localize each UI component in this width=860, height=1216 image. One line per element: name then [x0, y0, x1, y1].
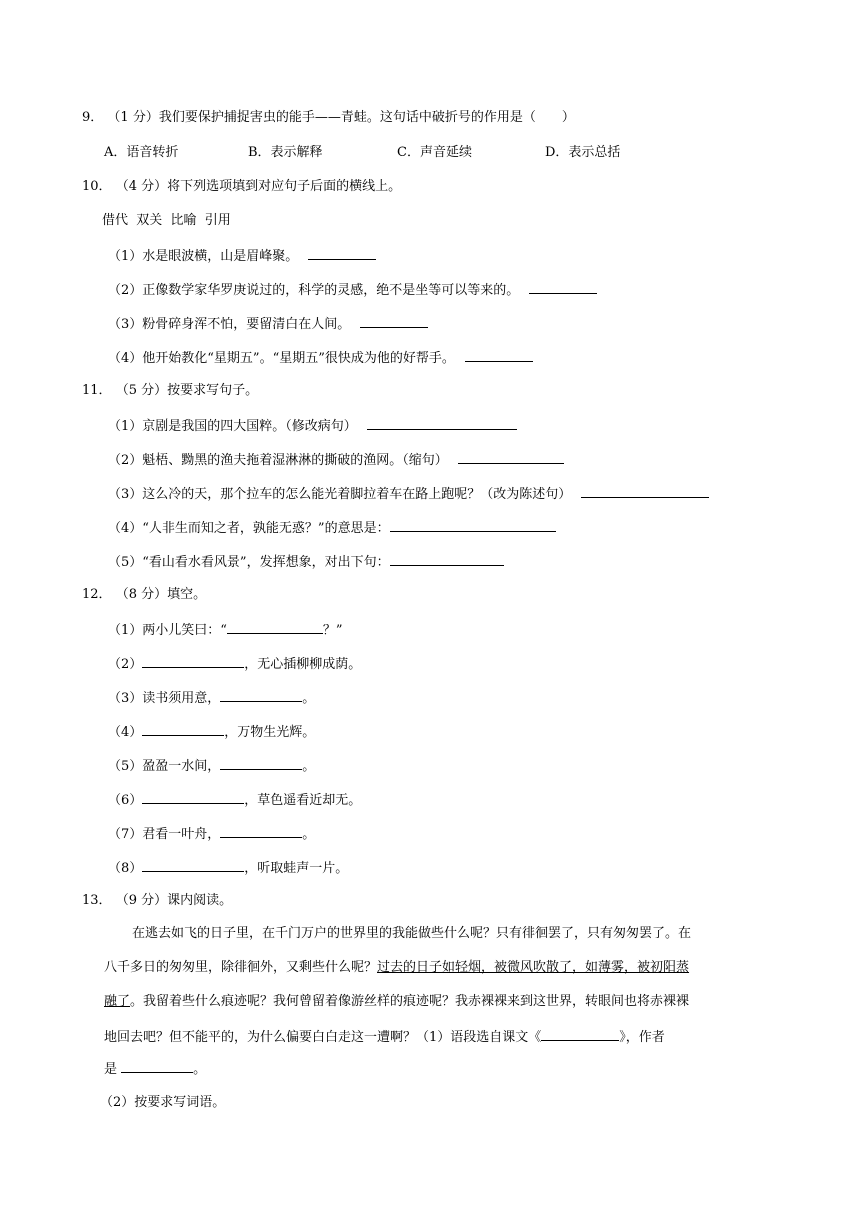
q12-item-post: ？”	[322, 623, 343, 638]
q9-stem	[82, 108, 575, 128]
q12-text: （8 分）填空。	[115, 587, 207, 602]
q12-item-pre: （4）	[108, 725, 143, 740]
answer-blank[interactable]	[220, 823, 302, 838]
q12-item-pre: （3）读书须用意，	[108, 691, 221, 706]
q12-number: 12．	[82, 587, 112, 602]
passage-text: 八千多日的匆匆里，除徘徊外，又剩些什么呢？	[104, 960, 378, 975]
q13-text: （9 分）课内阅读。	[115, 893, 233, 908]
answer-blank[interactable]	[581, 483, 709, 498]
q12-item-post: ，万物生光辉。	[224, 725, 316, 740]
q9-choice-a: A．语音转折	[104, 145, 179, 160]
answer-blank[interactable]	[529, 279, 597, 294]
underlined-sentence: 融了	[104, 994, 131, 1009]
q10-options: 借代 双关 比喻 引用	[102, 213, 231, 228]
q11-item-text: （4）“人非生而知之者，孰能无惑？”的意思是：	[108, 521, 390, 536]
answer-blank[interactable]	[360, 313, 428, 328]
passage-text: 。	[193, 1062, 207, 1077]
q12-stem	[82, 585, 206, 605]
answer-blank[interactable]	[142, 789, 244, 804]
q13-stem	[82, 891, 232, 911]
answer-blank[interactable]	[227, 619, 323, 634]
q11-item-text: （2）魁梧、黝黑的渔夫拖着湿淋淋的撕破的渔网。（缩句）	[108, 453, 448, 468]
q12-item-pre: （7）君看一叶舟，	[108, 827, 221, 842]
q10-item-text: （2）正像数学家华罗庚说过的，科学的灵感，绝不是坐等可以等来的。	[108, 283, 520, 298]
q10-item-3	[108, 313, 428, 335]
q10-item-4	[108, 347, 533, 369]
q10-item-text: （3）粉骨碎身浑不怕，要留清白在人间。	[108, 317, 351, 332]
q12-item-6	[108, 789, 361, 811]
q12-item-4	[108, 721, 315, 743]
q13-passage-line-5	[104, 1058, 776, 1080]
passage-text: 在逃去如飞的日子里，在千门万户的世界里的我能做些什么呢？只有徘徊罢了，只有匆匆罢了。在	[132, 926, 692, 941]
q12-item-5	[108, 755, 315, 777]
q10-item-text: （1）水是眼波横，山是眉峰聚。	[108, 249, 299, 264]
q13-passage-line-2	[104, 958, 776, 978]
answer-blank[interactable]	[367, 415, 517, 430]
q13-sub-2: （2）按要求写词语。	[100, 1095, 226, 1110]
q11-item-text: （3）这么冷的天，那个拉车的怎么能光着脚拉着车在路上跑呢？（改为陈述句）	[108, 487, 572, 502]
q10-text: （4 分）将下列选项填到对应句子后面的横线上。	[115, 179, 402, 194]
q9-choice-b: B．表示解释	[248, 145, 323, 160]
q9-text: （1 分）我们要保护捕捉害虫的能手——青蛙。这句话中破折号的作用是（ ）	[107, 110, 575, 125]
q12-item-pre: （1）两小儿笑曰：“	[108, 623, 227, 638]
passage-text: 是	[104, 1062, 122, 1077]
q12-item-7	[108, 823, 315, 845]
q11-item-4	[108, 517, 556, 539]
q12-item-8	[108, 857, 348, 879]
answer-blank[interactable]	[142, 653, 244, 668]
q9-number: 9．	[82, 110, 104, 125]
answer-blank[interactable]	[390, 551, 504, 566]
q11-stem	[82, 381, 258, 401]
q13-passage-line-4	[104, 1026, 776, 1048]
answer-blank[interactable]	[142, 857, 244, 872]
passage-text: 》，作者	[619, 1030, 665, 1045]
q11-item-2	[108, 449, 564, 471]
underlined-sentence: 过去的日子如轻烟，被微风吹散了，如薄雾，被初阳蒸	[377, 960, 690, 975]
answer-blank[interactable]	[220, 755, 302, 770]
q11-item-1	[108, 415, 517, 437]
q11-item-5	[108, 551, 504, 573]
q11-item-3	[108, 483, 709, 505]
passage-text: 。我留着些什么痕迹呢？我何曾留着像游丝样的痕迹呢？我赤裸裸来到这世界，转眼间也将赤裸裸	[130, 994, 690, 1009]
answer-blank[interactable]	[390, 517, 556, 532]
q12-item-post: ，听取蛙声一片。	[244, 861, 349, 876]
q12-item-post: 。	[302, 827, 316, 842]
q10-item-2	[108, 279, 597, 301]
q10-stem	[82, 177, 401, 197]
q12-item-pre: （8）	[108, 861, 143, 876]
q12-item-post: ，草色遥看近却无。	[244, 793, 362, 808]
q13-passage-line-3	[104, 992, 776, 1012]
answer-blank[interactable]	[142, 721, 224, 736]
q10-number: 10．	[82, 179, 112, 194]
answer-blank[interactable]	[308, 245, 376, 260]
q9-choice-c: C．声音延续	[397, 145, 472, 160]
q12-item-2	[108, 653, 361, 675]
answer-blank[interactable]	[458, 449, 564, 464]
q13-number: 13．	[82, 893, 112, 908]
q11-text: （5 分）按要求写句子。	[115, 383, 259, 398]
q12-item-post: 。	[302, 759, 316, 774]
answer-blank[interactable]	[220, 687, 302, 702]
q11-item-text: （1）京剧是我国的四大国粹。（修改病句）	[108, 419, 357, 434]
q10-item-text: （4）他开始教化“星期五”。“星期五”很快成为他的好帮手。	[108, 351, 455, 366]
q12-item-pre: （2）	[108, 657, 143, 672]
passage-text: 地回去吧？但不能平的，为什么偏要白白走这一遭啊？（1）语段选自课文《	[104, 1030, 542, 1045]
q12-item-post: ，无心插柳柳成荫。	[244, 657, 362, 672]
q12-item-pre: （5）盈盈一水间，	[108, 759, 221, 774]
q13-passage-line-1	[132, 924, 804, 944]
answer-blank[interactable]	[541, 1026, 619, 1041]
q12-item-1	[108, 619, 343, 641]
q12-item-post: 。	[302, 691, 316, 706]
q9-choice-d: D．表示总括	[545, 145, 621, 160]
q12-item-pre: （6）	[108, 793, 143, 808]
q10-item-1	[108, 245, 376, 267]
answer-blank[interactable]	[465, 347, 533, 362]
q11-item-text: （5）“看山看水看风景”，发挥想象，对出下句：	[108, 555, 390, 570]
answer-blank[interactable]	[121, 1058, 193, 1073]
q12-item-3	[108, 687, 315, 709]
q11-number: 11．	[82, 383, 112, 398]
